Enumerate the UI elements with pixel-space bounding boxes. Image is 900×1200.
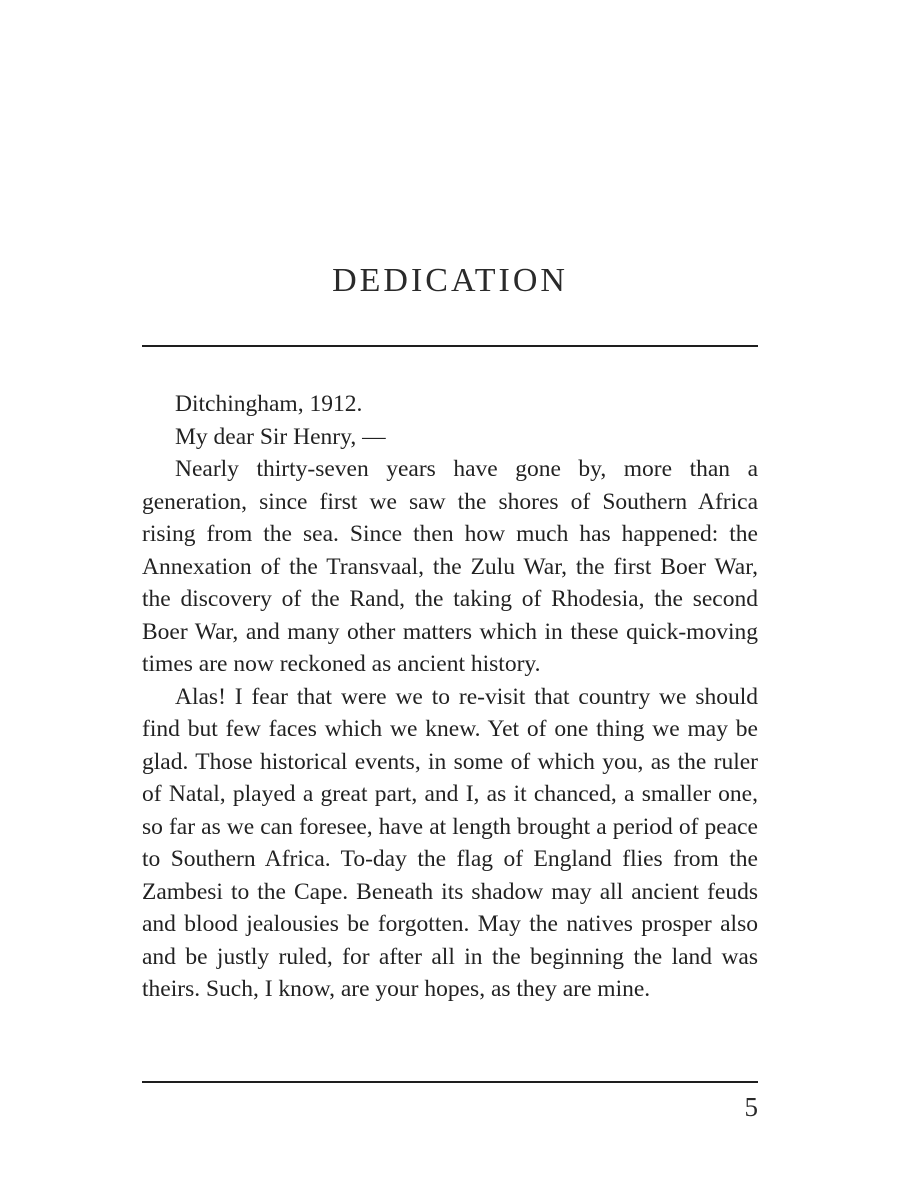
bottom-divider [142,1081,758,1083]
place-date-line: Ditchingham, 1912. [175,391,363,417]
paragraph: Nearly thirty-seven years have gone by, more than a generation, since first we saw the shores of Southern Africa rising from the sea. Since then how much has happened: the Annexation of the Transvaal, the Zulu War, the first Boer War, the discovery of the Rand, the taking of Rhodesia, the second Boer War, and many other matters which in these quick-moving times are now reckoned as ancient history. [142,456,758,677]
salutation-line: My dear Sir Henry, — [175,423,386,450]
top-divider [142,345,758,347]
paragraph: Alas! I fear that were we to re-visit that country we should find but few faces which we knew. Yet of one thing we may be glad. Those historical events, in some of which you, as the ruler of Natal, played a great part, and I, as it chanced, a smaller one, so far as we can foresee, have at length brought a period of peace to Southern Africa. To-day the flag of England flies from the Zambesi to the Cape. Beneath its shadow may all ancient feuds and blood jealousies be forgotten. May the natives prosper also and be justly ruled, for after all in the beginning the land was theirs. Such, I know, are your hopes, as they are mine. [142,683,758,1002]
chapter-title: DEDICATION [332,262,568,299]
dedication-text [142,388,758,1006]
page-number: 5 [744,1092,758,1122]
